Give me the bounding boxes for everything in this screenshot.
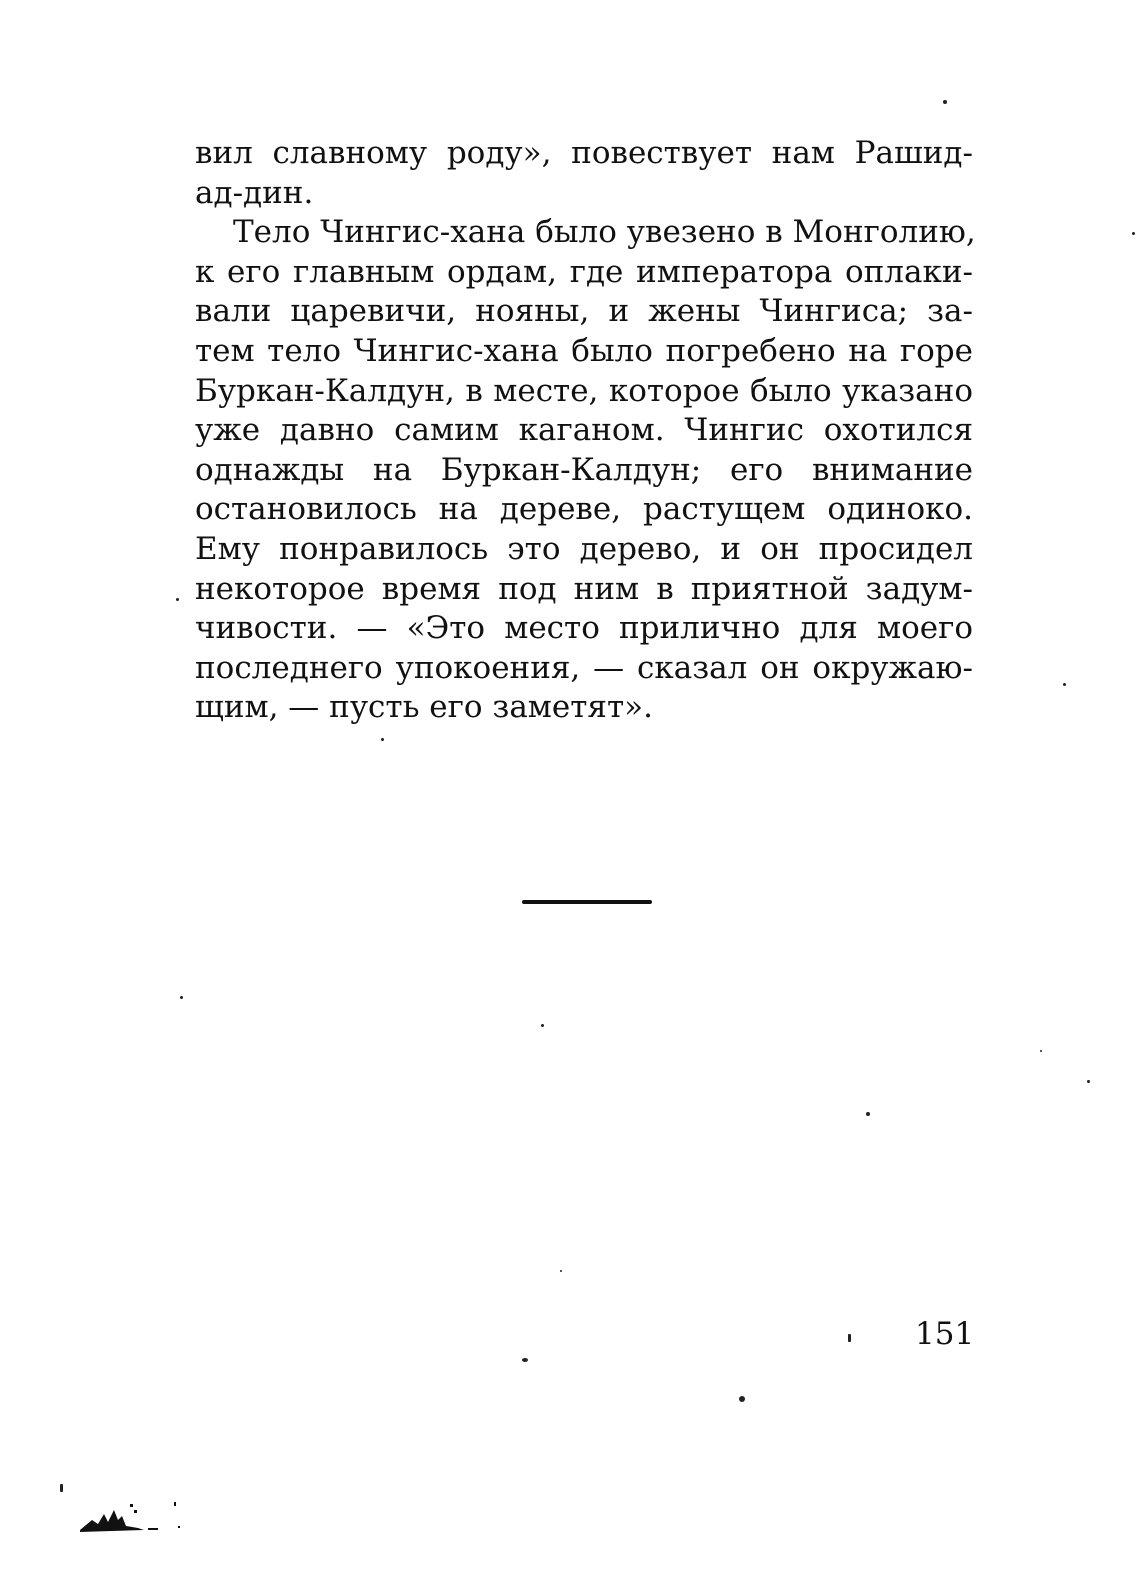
scan-speck — [848, 1334, 851, 1342]
scan-speck — [381, 738, 384, 741]
scan-smudge-mark — [78, 1500, 188, 1534]
scan-speck — [866, 1112, 870, 1116]
text-line: ад-дин. — [195, 174, 314, 211]
text-line: Ему понравилось это дерево, и он просидел — [195, 530, 973, 567]
text-line: Тело Чингис-хана было увезено в Монголию, — [233, 214, 976, 251]
text-line: вил славному роду», повествует нам Рашид- — [195, 135, 973, 171]
scan-speck — [1040, 1050, 1042, 1052]
text-line: последнего упокоения, — сказал он окружаю- — [195, 649, 973, 686]
scan-speck — [176, 598, 179, 601]
text-line: Буркан-Калдун, в месте, которое было указано — [195, 372, 973, 409]
text-line: щим, — пусть его заметят». — [195, 689, 653, 726]
body-text — [195, 134, 976, 728]
scan-speck — [541, 1024, 544, 1027]
text-line: однажды на Буркан-Калдун; его внимание — [195, 451, 973, 488]
scan-speck — [180, 996, 183, 999]
scan-speck — [1087, 1080, 1090, 1083]
scan-speck — [522, 1358, 528, 1362]
scan-speck — [560, 1270, 562, 1272]
scan-speck — [1063, 683, 1066, 686]
text-line: тем тело Чингис-хана было погребено на горе — [195, 332, 973, 369]
scan-speck — [943, 100, 947, 104]
text-line: вали царевичи, нояны, и жены Чингиса; за- — [195, 293, 973, 330]
text-line: чивости. — «Это место прилично для моего — [195, 610, 973, 647]
scan-speck — [1132, 232, 1135, 235]
text-line: уже давно самим каганом. Чингис охотился — [195, 412, 973, 449]
scan-speck — [739, 1396, 745, 1402]
text-line: остановилось на дереве, растущем одиноко. — [195, 491, 973, 528]
scan-speck — [60, 1484, 63, 1492]
section-divider-rule — [522, 900, 652, 904]
text-line: к его главным ордам, где императора оплаки- — [195, 253, 973, 290]
page-number: 151 — [915, 1316, 975, 1352]
text-line: некоторое время под ним в приятной задум- — [195, 570, 973, 607]
